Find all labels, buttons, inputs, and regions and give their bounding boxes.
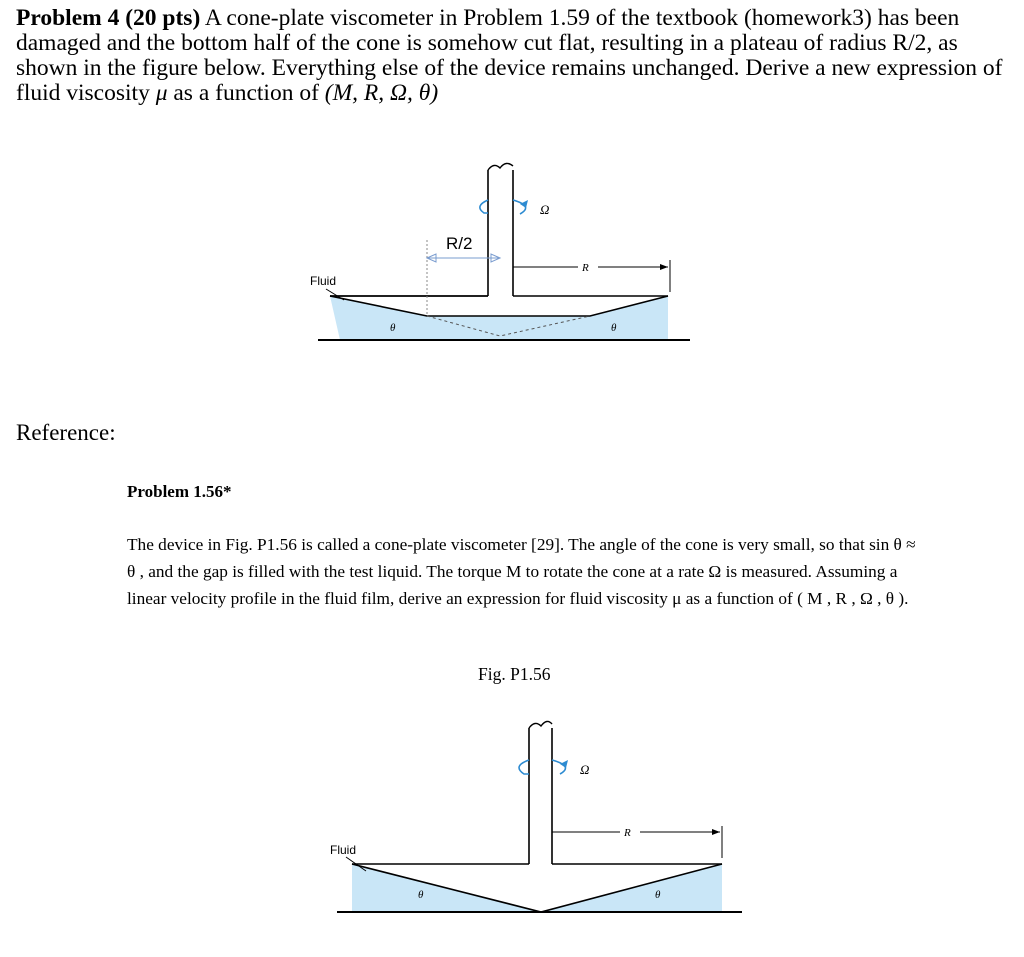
figure-caption: Fig. P1.56	[478, 664, 551, 684]
problem-text-2: as a function of	[167, 80, 325, 106]
mu-symbol: μ	[155, 80, 168, 106]
radius-label-2: R	[624, 827, 631, 839]
radius-arrowhead-2	[712, 829, 720, 835]
theta-right-label-2: θ	[655, 889, 661, 901]
radius-label: R	[582, 262, 589, 274]
theta-left-label-2: θ	[418, 889, 424, 901]
radius-arrowhead	[660, 264, 668, 270]
half-radius-label: R/2	[446, 234, 473, 253]
theta-left-label: θ	[390, 322, 396, 334]
problem-variables: (M, R, Ω, θ)	[324, 80, 439, 106]
fluid-region-2	[352, 864, 722, 912]
fluid-label-2: Fluid	[330, 843, 357, 857]
fluid-label: Fluid	[310, 274, 337, 288]
shaft-top	[488, 163, 513, 170]
rotation-arrow-icon	[480, 200, 528, 214]
theta-right-label: θ	[611, 322, 617, 334]
figure-damaged-cone	[310, 163, 690, 340]
fluid-region	[330, 296, 668, 340]
reference-body: The device in Fig. P1.56 is called a cone-plate viscometer [29]. The angle of the cone is very small, so that sin θ ≈ θ , and the gap is filled with the test liquid. The torque M to rotate the cone at a rate Ω is measured. Assuming a linear velocity profile in the fluid film, derive an expression for fluid viscosity μ as a function of ( M , R , Ω , θ ).	[127, 535, 916, 608]
shaft-top-2	[529, 721, 552, 728]
reference-label: Reference:	[16, 420, 116, 445]
problem-text: A cone-plate viscometer in Problem 1.59 of the textbook (homework3) has been damaged and the bottom half of the cone is somehow cut flat, resulting in a plateau of radius R/2, as shown in the figure below. Everything else of the device remains unchanged. Derive a new expression of fluid viscosity	[16, 5, 1003, 106]
figure-original-cone	[330, 721, 742, 912]
omega-label-2: Ω	[580, 762, 590, 777]
omega-label: Ω	[540, 202, 550, 217]
rotation-arrow-icon-2	[519, 760, 568, 774]
problem-heading: Problem 4 (20 pts)	[16, 5, 201, 31]
reference-title: Problem 1.56*	[127, 482, 232, 501]
